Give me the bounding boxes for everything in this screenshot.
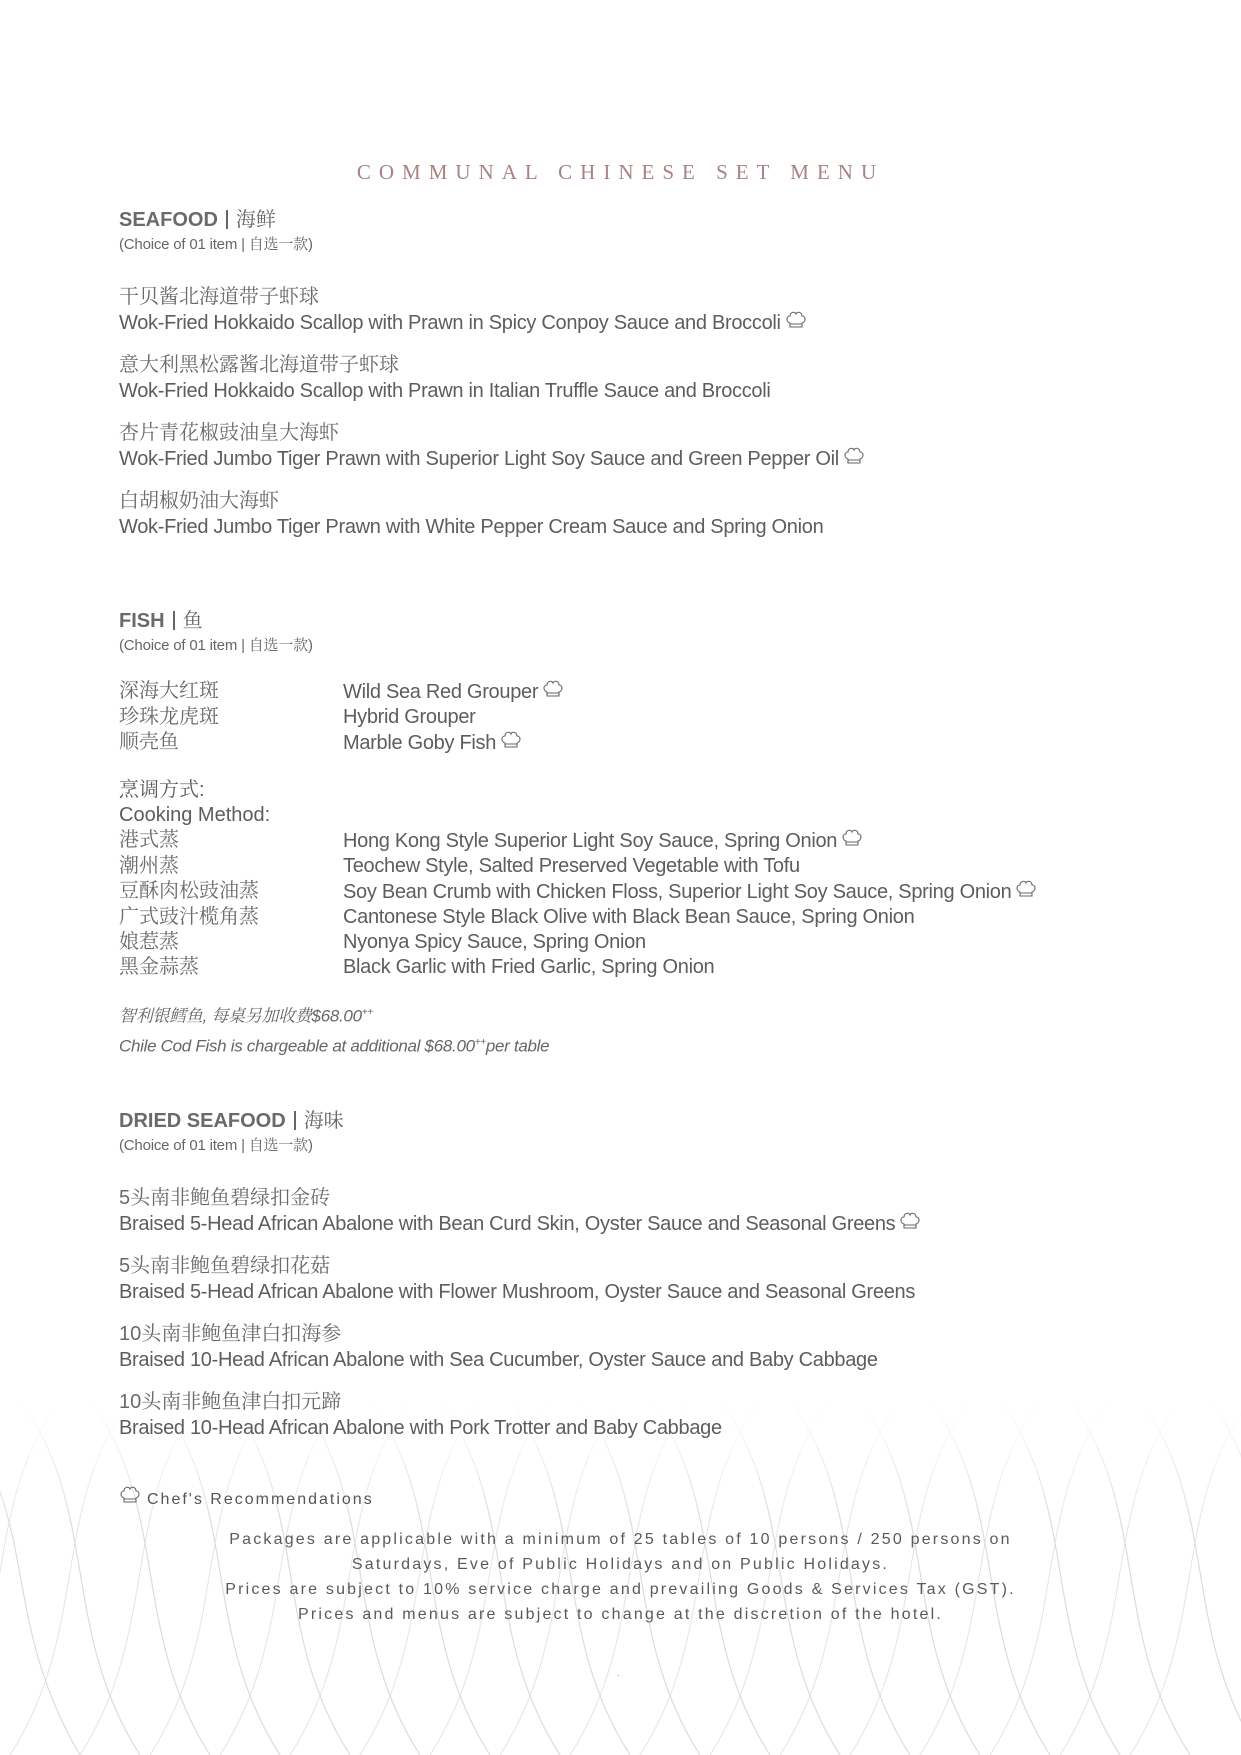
fish-type-en: Hybrid Grouper: [343, 706, 476, 728]
chef-hat-icon: [899, 1211, 921, 1231]
chef-hat-icon: [1015, 879, 1037, 899]
section-title-en: SEAFOOD: [119, 209, 218, 231]
method-zh: 港式蒸: [119, 829, 179, 851]
note-zh-text: 智利银鳕鱼, 每桌另加收费$68.00: [119, 1006, 362, 1026]
dish-item: [119, 1389, 1129, 1441]
cooking-label-en: [119, 803, 1129, 828]
dish-name-zh: 意大利黑松露酱北海道带子虾球: [119, 354, 399, 376]
cooking-label-zh-text: 烹调方式:: [119, 779, 205, 801]
seafood-section: [119, 206, 1129, 540]
method-en: Cantonese Style Black Olive with Black Bean Sauce, Spring Onion: [343, 906, 915, 928]
note-zh-sup: ++: [361, 1007, 373, 1018]
dish-item: [119, 420, 1129, 472]
dish-item: [119, 488, 1129, 540]
method-zh: 娘惹蒸: [119, 931, 179, 953]
dish-name-en: Braised 5-Head African Abalone with Flower Mushroom, Oyster Sauce and Seasonal Greens: [119, 1281, 916, 1303]
dish-name-en: Wok-Fried Hokkaido Scallop with Prawn in Italian Truffle Sauce and Broccoli: [119, 380, 771, 402]
chef-hat-icon: [841, 828, 863, 848]
method-zh: 广式豉汁榄角蒸: [119, 906, 259, 928]
chef-hat-icon: [119, 1485, 141, 1505]
dish-name-zh: 5头南非鲍鱼碧绿扣金砖: [119, 1187, 331, 1209]
method-en: Black Garlic with Fried Garlic, Spring Onion: [343, 956, 715, 978]
dish-name-en: [119, 1211, 1129, 1237]
cooking-label-zh: [119, 778, 1129, 803]
dish-item: [119, 1321, 1129, 1373]
section-title-zh: 海鲜: [235, 209, 276, 231]
note-line: Prices and menus are subject to change at the discretion of the hotel.: [298, 1606, 943, 1623]
fish-type-en: [343, 679, 564, 705]
cooking-method-row: [119, 905, 1129, 930]
cooking-method-row: [119, 930, 1129, 955]
dried-seafood-section: [119, 1107, 1129, 1441]
dish-item: [119, 284, 1129, 336]
chile-cod-note-en: [119, 1030, 1129, 1060]
dish-item: [119, 352, 1129, 404]
fish-type-en: [343, 730, 522, 756]
method-en-text: Hong Kong Style Superior Light Soy Sauce, Spring Onion: [343, 830, 838, 852]
method-en: [343, 828, 863, 854]
footer-dot: .: [617, 1668, 620, 1679]
dish-name-zh: 白胡椒奶油大海虾: [119, 490, 279, 512]
choice-note: (Choice of 01 item | 自选一款): [119, 1137, 313, 1154]
fish-section: [119, 607, 1129, 1059]
section-heading: [119, 1107, 1129, 1135]
note-en-suffix: per table: [485, 1036, 550, 1056]
chile-cod-note-zh: [119, 1000, 1129, 1030]
fish-type-en-text: Wild Sea Red Grouper: [343, 681, 539, 703]
chef-recommendation-legend: [119, 1485, 374, 1509]
fish-type-zh: 珍珠龙虎斑: [119, 706, 219, 728]
cooking-method-row: [119, 854, 1129, 879]
fish-type-zh: 顺壳鱼: [119, 731, 179, 753]
dish-name-en-text: Braised 5-Head African Abalone with Bean Curd Skin, Oyster Sauce and Seasonal Greens: [119, 1213, 896, 1235]
note-line: Packages are applicable with a minimum of 25 tables of 10 persons / 250 persons on: [229, 1531, 1012, 1548]
section-heading: [119, 607, 1129, 635]
chef-hat-icon: [500, 730, 522, 750]
method-zh: 豆酥肉松豉油蒸: [119, 880, 259, 902]
divider: [294, 1111, 296, 1130]
dish-name-zh: 10头南非鲍鱼津白扣元蹄: [119, 1391, 342, 1413]
note-line: Saturdays, Eve of Public Holidays and on Public Holidays.: [351, 1556, 890, 1573]
fish-type-row: [119, 705, 1129, 730]
dish-name-zh: 杏片青花椒豉油皇大海虾: [119, 422, 339, 444]
divider: [173, 611, 175, 630]
note-en-sup: ++: [474, 1036, 486, 1048]
fish-type-row: [119, 679, 1129, 705]
chile-cod-note: [119, 1000, 1129, 1059]
menu-title: COMMUNAL CHINESE SET MENU: [356, 160, 885, 184]
cooking-method-row: [119, 955, 1129, 980]
legend-label: Chef's Recommendations: [147, 1491, 374, 1508]
cooking-method-row: [119, 828, 1129, 854]
method-zh: 潮州蒸: [119, 855, 179, 877]
section-title-zh: 鱼: [182, 610, 203, 632]
dish-item: [119, 1185, 1129, 1237]
chef-hat-icon: [843, 446, 865, 466]
terms-notes: [0, 1527, 1241, 1627]
section-heading: [119, 206, 1129, 234]
note-line: Prices are subject to 10% service charge and prevailing Goods & Services Tax (GST).: [225, 1581, 1016, 1598]
chef-hat-icon: [785, 310, 807, 330]
dish-name-en: [119, 446, 1129, 472]
method-en-text: Soy Bean Crumb with Chicken Floss, Superior Light Soy Sauce, Spring Onion: [343, 881, 1012, 903]
dish-name-en: [119, 310, 1129, 336]
section-title-en: FISH: [119, 610, 165, 632]
method-en: Teochew Style, Salted Preserved Vegetable with Tofu: [343, 855, 800, 877]
divider: [226, 210, 228, 229]
dish-name-en: Braised 10-Head African Abalone with Sea Cucumber, Oyster Sauce and Baby Cabbage: [119, 1349, 878, 1371]
dish-name-zh: 10头南非鲍鱼津白扣海参: [119, 1323, 342, 1345]
chef-hat-icon: [542, 679, 564, 699]
cooking-method-list: [119, 778, 1129, 980]
fish-type-zh: 深海大红斑: [119, 680, 219, 702]
note-en-text: Chile Cod Fish is chargeable at additional $68.00: [119, 1036, 475, 1056]
dish-name-zh: 干贝酱北海道带子虾球: [119, 286, 319, 308]
dish-name-en-text: Wok-Fried Jumbo Tiger Prawn with Superior Light Soy Sauce and Green Pepper Oil: [119, 448, 839, 470]
method-en: [343, 879, 1037, 905]
dish-name-zh: 5头南非鲍鱼碧绿扣花菇: [119, 1255, 331, 1277]
fish-type-row: [119, 730, 1129, 756]
fish-type-en-text: Marble Goby Fish: [343, 732, 497, 754]
dish-name-en: Braised 10-Head African Abalone with Pork Trotter and Baby Cabbage: [119, 1417, 722, 1439]
cooking-method-row: [119, 879, 1129, 905]
cooking-label-en-text: Cooking Method:: [119, 804, 271, 826]
choice-note: (Choice of 01 item | 自选一款): [119, 637, 313, 654]
method-en: Nyonya Spicy Sauce, Spring Onion: [343, 931, 646, 953]
dish-name-en-text: Wok-Fried Hokkaido Scallop with Prawn in Spicy Conpoy Sauce and Broccoli: [119, 312, 781, 334]
dish-item: [119, 1253, 1129, 1305]
fish-type-list: [119, 679, 1129, 756]
dish-name-en: Wok-Fried Jumbo Tiger Prawn with White Pepper Cream Sauce and Spring Onion: [119, 516, 824, 538]
choice-note: (Choice of 01 item | 自选一款): [119, 236, 313, 253]
method-zh: 黑金蒜蒸: [119, 956, 199, 978]
section-title-en: DRIED SEAFOOD: [119, 1110, 286, 1132]
section-title-zh: 海味: [303, 1110, 344, 1132]
